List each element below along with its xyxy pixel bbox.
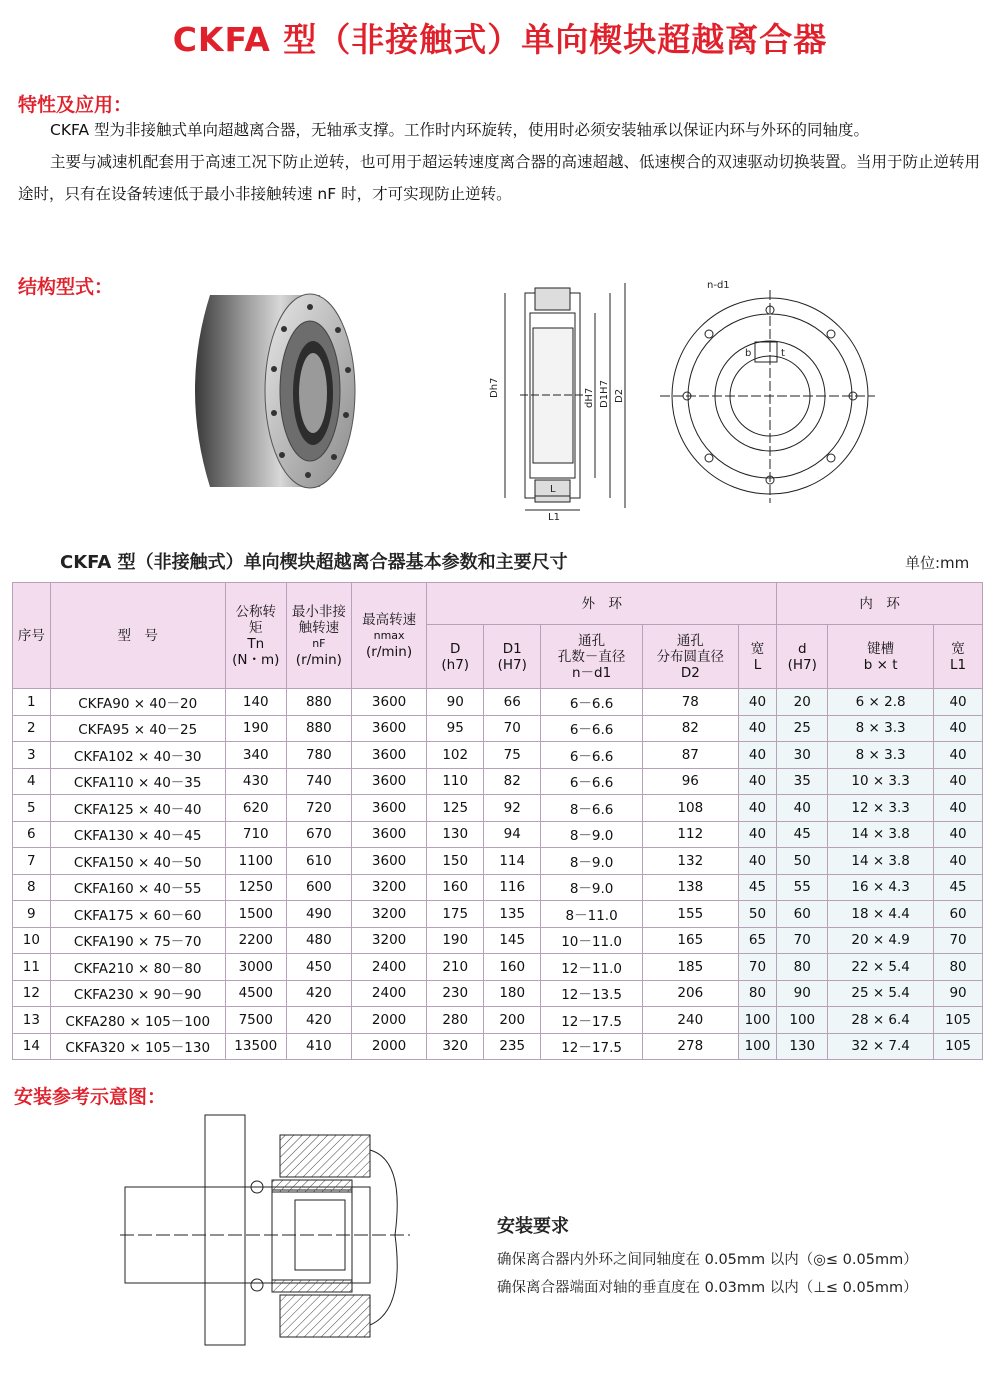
cell-D1: 160 [484, 954, 541, 981]
cell-d: 70 [777, 927, 828, 954]
cell-nf: 480 [286, 927, 351, 954]
cell-nf: 410 [286, 1033, 351, 1060]
cell-hole: 10－11.0 [541, 927, 643, 954]
cell-L1: 40 [934, 795, 983, 822]
label-t: t [781, 348, 785, 359]
cell-keyway: 6 × 2.8 [828, 689, 934, 716]
cell-torque: 1500 [225, 901, 286, 928]
cell-nf: 610 [286, 848, 351, 875]
label-l1: L1 [548, 512, 560, 523]
cell-d: 100 [777, 1007, 828, 1034]
cell-model: CKFA150 × 40－50 [50, 848, 225, 875]
cell-hole: 6－6.6 [541, 715, 643, 742]
requirements-title: 安装要求 [497, 1216, 569, 1237]
cell-hole: 12－13.5 [541, 980, 643, 1007]
clutch-photo [170, 275, 370, 505]
cell-D1: 235 [484, 1033, 541, 1060]
header-d: d (H7) [777, 625, 828, 689]
cell-seq: 1 [13, 689, 51, 716]
cell-seq: 4 [13, 768, 51, 795]
header-seq: 序号 [13, 583, 51, 689]
cell-nf: 880 [286, 715, 351, 742]
cell-seq: 7 [13, 848, 51, 875]
cell-nf: 880 [286, 689, 351, 716]
cell-torque: 190 [225, 715, 286, 742]
cell-hole: 8－9.0 [541, 848, 643, 875]
cell-D2: 108 [642, 795, 738, 822]
cell-d: 30 [777, 742, 828, 769]
cell-D2: 165 [642, 927, 738, 954]
cell-L1: 40 [934, 715, 983, 742]
spec-table [12, 582, 983, 1060]
cell-nmax: 3200 [351, 901, 426, 928]
cell-D1: 135 [484, 901, 541, 928]
cell-D1: 75 [484, 742, 541, 769]
cell-model: CKFA125 × 40－40 [50, 795, 225, 822]
cell-model: CKFA230 × 90－90 [50, 980, 225, 1007]
header-outer-ring: 外 环 [427, 583, 777, 625]
page-title: CKFA 型（非接触式）单向楔块超越离合器 [172, 20, 828, 59]
cell-model: CKFA320 × 105－130 [50, 1033, 225, 1060]
cell-seq: 9 [13, 901, 51, 928]
header-nmax: 最高转速 nmax (r/min) [351, 583, 426, 689]
cell-model: CKFA102 × 40－30 [50, 742, 225, 769]
cell-seq: 8 [13, 874, 51, 901]
header-key: 键槽 b × t [828, 625, 934, 689]
install-heading: 安装参考示意图： [14, 1086, 167, 1108]
header-L: 宽 L [738, 625, 777, 689]
cell-seq: 2 [13, 715, 51, 742]
cell-hole: 6－6.6 [541, 689, 643, 716]
cell-model: CKFA95 × 40－25 [50, 715, 225, 742]
cell-D1: 200 [484, 1007, 541, 1034]
cell-model: CKFA110 × 40－35 [50, 768, 225, 795]
table-row [13, 1007, 983, 1034]
cell-L: 50 [738, 901, 777, 928]
cell-d: 50 [777, 848, 828, 875]
header-L1: 宽 L1 [934, 625, 983, 689]
cell-nmax: 2000 [351, 1033, 426, 1060]
table-row [13, 1033, 983, 1060]
cell-torque: 2200 [225, 927, 286, 954]
cell-nmax: 3600 [351, 689, 426, 716]
cell-nmax: 3600 [351, 821, 426, 848]
cell-L: 65 [738, 927, 777, 954]
cell-model: CKFA90 × 40－20 [50, 689, 225, 716]
table-row [13, 980, 983, 1007]
cell-L1: 40 [934, 742, 983, 769]
cell-torque: 1250 [225, 874, 286, 901]
cell-torque: 710 [225, 821, 286, 848]
cell-D2: 82 [642, 715, 738, 742]
cell-D: 102 [427, 742, 484, 769]
structure-heading: 结构型式： [18, 276, 114, 298]
table-title: CKFA 型（非接触式）单向楔块超越离合器基本参数和主要尺寸 [60, 552, 568, 573]
cell-seq: 6 [13, 821, 51, 848]
cell-hole: 12－11.0 [541, 954, 643, 981]
cell-keyway: 25 × 5.4 [828, 980, 934, 1007]
cell-nf: 420 [286, 1007, 351, 1034]
cell-d: 45 [777, 821, 828, 848]
cell-torque: 7500 [225, 1007, 286, 1034]
cell-d: 90 [777, 980, 828, 1007]
table-row [13, 927, 983, 954]
cell-D2: 78 [642, 689, 738, 716]
cell-keyway: 14 × 3.8 [828, 821, 934, 848]
table-row [13, 795, 983, 822]
cell-keyway: 28 × 6.4 [828, 1007, 934, 1034]
cell-L1: 45 [934, 874, 983, 901]
cell-d: 60 [777, 901, 828, 928]
cell-keyway: 12 × 3.3 [828, 795, 934, 822]
table-row [13, 715, 983, 742]
cell-L1: 105 [934, 1007, 983, 1034]
cell-D2: 206 [642, 980, 738, 1007]
cell-hole: 8－11.0 [541, 901, 643, 928]
cell-nf: 740 [286, 768, 351, 795]
table-row [13, 742, 983, 769]
cell-D2: 240 [642, 1007, 738, 1034]
cell-L: 100 [738, 1033, 777, 1060]
label-l: L [550, 484, 556, 495]
cell-D1: 66 [484, 689, 541, 716]
cell-model: CKFA130 × 40－45 [50, 821, 225, 848]
cell-nmax: 3200 [351, 927, 426, 954]
cell-torque: 340 [225, 742, 286, 769]
cell-torque: 430 [225, 768, 286, 795]
cell-nf: 420 [286, 980, 351, 1007]
cell-nf: 670 [286, 821, 351, 848]
cell-hole: 6－6.6 [541, 768, 643, 795]
cell-keyway: 8 × 3.3 [828, 742, 934, 769]
cell-D2: 185 [642, 954, 738, 981]
cell-L1: 40 [934, 768, 983, 795]
cell-nmax: 3600 [351, 742, 426, 769]
cell-keyway: 18 × 4.4 [828, 901, 934, 928]
cell-D: 190 [427, 927, 484, 954]
label-nd1: n-d1 [707, 280, 730, 291]
header-nf: 最小非接触转速 nF (r/min) [286, 583, 351, 689]
label-b: b [745, 348, 752, 359]
structure-drawing [475, 268, 875, 528]
cell-d: 20 [777, 689, 828, 716]
cell-D: 230 [427, 980, 484, 1007]
cell-keyway: 20 × 4.9 [828, 927, 934, 954]
header-D: D (h7) [427, 625, 484, 689]
table-row [13, 768, 983, 795]
cell-nf: 780 [286, 742, 351, 769]
cell-d: 130 [777, 1033, 828, 1060]
cell-nmax: 2400 [351, 980, 426, 1007]
cell-model: CKFA175 × 60－60 [50, 901, 225, 928]
cell-hole: 6－6.6 [541, 742, 643, 769]
cell-torque: 620 [225, 795, 286, 822]
cell-L: 40 [738, 795, 777, 822]
cell-hole: 12－17.5 [541, 1007, 643, 1034]
cell-nmax: 3200 [351, 874, 426, 901]
cell-L1: 105 [934, 1033, 983, 1060]
cell-D: 130 [427, 821, 484, 848]
label-dh7: Dh7 [489, 377, 500, 398]
cell-d: 40 [777, 795, 828, 822]
table-row [13, 689, 983, 716]
cell-D2: 96 [642, 768, 738, 795]
cell-D2: 87 [642, 742, 738, 769]
cell-L1: 70 [934, 927, 983, 954]
header-hole: 通孔 孔数－直径 n－d1 [541, 625, 643, 689]
cell-keyway: 32 × 7.4 [828, 1033, 934, 1060]
table-row [13, 954, 983, 981]
cell-torque: 13500 [225, 1033, 286, 1060]
cell-D: 280 [427, 1007, 484, 1034]
cell-D: 210 [427, 954, 484, 981]
cell-D: 125 [427, 795, 484, 822]
cell-D: 320 [427, 1033, 484, 1060]
cell-L: 40 [738, 821, 777, 848]
cell-seq: 3 [13, 742, 51, 769]
cell-L: 40 [738, 689, 777, 716]
cell-d: 25 [777, 715, 828, 742]
cell-D2: 132 [642, 848, 738, 875]
cell-L1: 40 [934, 821, 983, 848]
cell-L: 100 [738, 1007, 777, 1034]
cell-nmax: 2400 [351, 954, 426, 981]
cell-seq: 10 [13, 927, 51, 954]
cell-D: 150 [427, 848, 484, 875]
cell-hole: 8－6.6 [541, 795, 643, 822]
cell-model: CKFA160 × 40－55 [50, 874, 225, 901]
cell-torque: 1100 [225, 848, 286, 875]
cell-nmax: 3600 [351, 795, 426, 822]
header-pcd: 通孔 分布圆直径 D2 [642, 625, 738, 689]
cell-seq: 5 [13, 795, 51, 822]
cell-D: 175 [427, 901, 484, 928]
cell-model: CKFA210 × 80－80 [50, 954, 225, 981]
cell-d: 55 [777, 874, 828, 901]
cell-L: 40 [738, 715, 777, 742]
cell-nf: 490 [286, 901, 351, 928]
features-paragraph-1: CKFA 型为非接触式单向超越离合器，无轴承支撑。工作时内环旋转，使用时必须安装轴承以保证内环与外环的同轴度。 [50, 121, 870, 139]
header-model: 型 号 [50, 583, 225, 689]
cell-keyway: 14 × 3.8 [828, 848, 934, 875]
cell-torque: 3000 [225, 954, 286, 981]
cell-L1: 60 [934, 901, 983, 928]
header-torque: 公称转矩 Tn (N・m) [225, 583, 286, 689]
cell-D1: 94 [484, 821, 541, 848]
cell-L: 40 [738, 848, 777, 875]
cell-hole: 8－9.0 [541, 874, 643, 901]
cell-L: 40 [738, 742, 777, 769]
table-row [13, 848, 983, 875]
cell-L1: 40 [934, 848, 983, 875]
features-paragraph-2: 主要与减速机配套用于高速工况下防止逆转，也可用于超运转速度离合器的高速超越、低速楔合的双速驱动切换装置。当用于防止逆转用途时，只有在设备转速低于最小非接触转速 nF 时，才可实现防止逆转。 [18, 153, 981, 203]
features-heading: 特性及应用： [18, 94, 133, 116]
cell-D1: 114 [484, 848, 541, 875]
cell-L: 70 [738, 954, 777, 981]
cell-D2: 155 [642, 901, 738, 928]
cell-D2: 278 [642, 1033, 738, 1060]
install-diagram [120, 1105, 410, 1355]
cell-hole: 8－9.0 [541, 821, 643, 848]
cell-seq: 13 [13, 1007, 51, 1034]
cell-hole: 12－17.5 [541, 1033, 643, 1060]
cell-D2: 138 [642, 874, 738, 901]
cell-D1: 70 [484, 715, 541, 742]
cell-seq: 14 [13, 1033, 51, 1060]
cell-nmax: 3600 [351, 768, 426, 795]
cell-L1: 80 [934, 954, 983, 981]
cell-nf: 720 [286, 795, 351, 822]
table-row [13, 901, 983, 928]
requirement-coaxiality: 确保离合器内外环之间同轴度在 0.05mm 以内（◎≤ 0.05mm） [497, 1252, 918, 1268]
cell-nmax: 2000 [351, 1007, 426, 1034]
cell-d: 80 [777, 954, 828, 981]
cell-torque: 4500 [225, 980, 286, 1007]
cell-seq: 11 [13, 954, 51, 981]
cell-keyway: 10 × 3.3 [828, 768, 934, 795]
cell-D: 110 [427, 768, 484, 795]
header-D1: D1 (H7) [484, 625, 541, 689]
cell-D: 95 [427, 715, 484, 742]
cell-L1: 40 [934, 689, 983, 716]
unit-label: 单位:mm [905, 554, 970, 572]
cell-L: 80 [738, 980, 777, 1007]
label-d2: D2 [614, 388, 625, 403]
cell-D: 90 [427, 689, 484, 716]
cell-d: 35 [777, 768, 828, 795]
cell-nmax: 3600 [351, 715, 426, 742]
cell-D: 160 [427, 874, 484, 901]
spec-table-body [13, 689, 983, 1060]
cell-model: CKFA190 × 75－70 [50, 927, 225, 954]
requirement-perpendicularity: 确保离合器端面对轴的垂直度在 0.03mm 以内（⊥≤ 0.05mm） [497, 1280, 918, 1296]
features-text [18, 114, 990, 210]
cell-model: CKFA280 × 105－100 [50, 1007, 225, 1034]
cell-nmax: 3600 [351, 848, 426, 875]
table-row [13, 874, 983, 901]
table-row [13, 821, 983, 848]
cell-nf: 600 [286, 874, 351, 901]
label-d1h7: D1H7 [599, 380, 610, 408]
cell-D1: 116 [484, 874, 541, 901]
cell-D1: 92 [484, 795, 541, 822]
cell-keyway: 22 × 5.4 [828, 954, 934, 981]
cell-keyway: 8 × 3.3 [828, 715, 934, 742]
header-inner-ring: 内 环 [777, 583, 983, 625]
cell-D1: 82 [484, 768, 541, 795]
cell-nf: 450 [286, 954, 351, 981]
cell-torque: 140 [225, 689, 286, 716]
cell-L: 45 [738, 874, 777, 901]
cell-L: 40 [738, 768, 777, 795]
cell-keyway: 16 × 4.3 [828, 874, 934, 901]
cell-seq: 12 [13, 980, 51, 1007]
cell-D2: 112 [642, 821, 738, 848]
cell-D1: 180 [484, 980, 541, 1007]
cell-D1: 145 [484, 927, 541, 954]
cell-L1: 90 [934, 980, 983, 1007]
label-dh7-inner: dH7 [584, 387, 595, 408]
